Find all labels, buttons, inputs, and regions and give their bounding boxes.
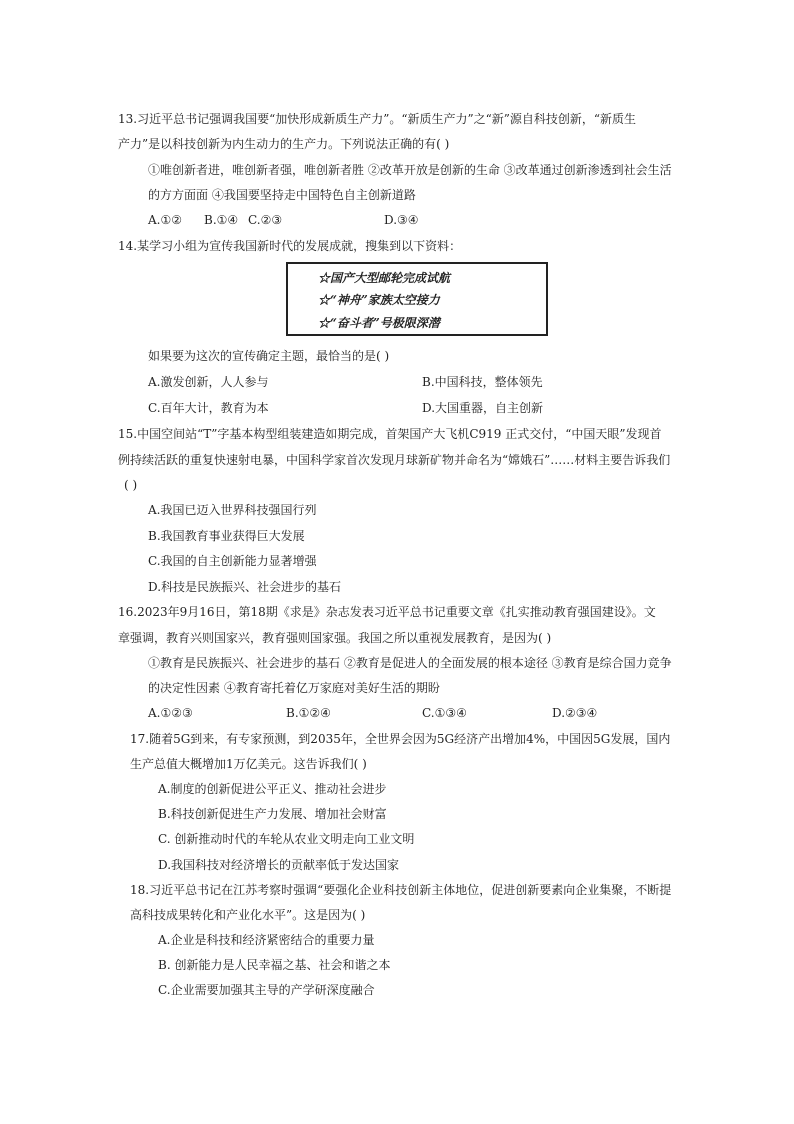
q13-stem-line2: 产力”是以科技创新为内生动力的生产力。下列说法正确的有( ) xyxy=(118,137,450,151)
q13-stem-line1: 13.习近平总书记强调我国要“加快形成新质生产力”。“新质生产力”之“新”源自科技创新，“新质生 xyxy=(118,112,637,126)
q18-stem-line1: 18.习近平总书记在江苏考察时强调“要强化企业科技创新主体地位，促进创新要素向企业集聚，不断提 xyxy=(130,883,672,897)
q15-choice-a[interactable]: A.我国已迈入世界科技强国行列 xyxy=(148,503,317,517)
q16-stem-line2: 章强调，教育兴则国家兴，教育强则国家强。我国之所以重视发展教育，是因为( ) xyxy=(118,631,552,645)
q14-question: 如果要为这次的宣传确定主题，最恰当的是( ) xyxy=(148,349,390,363)
q16-choice-a[interactable]: A.①②③ xyxy=(148,706,193,720)
q17-choice-a[interactable]: A.制度的创新促进公平正义、推动社会进步 xyxy=(158,782,387,796)
q16-options-line1: ①教育是民族振兴、社会进步的基石 ②教育是促进人的全面发展的根本途径 ③教育是综合国力竞争 xyxy=(148,656,672,670)
q18-choice-a[interactable]: A.企业是科技和经济紧密结合的重要力量 xyxy=(158,933,375,947)
q13-options-line1: ①唯创新者进，唯创新者强，唯创新者胜 ②改革开放是创新的生命 ③改革通过创新渗透到社会生活 xyxy=(148,163,672,177)
q14-material-box xyxy=(286,262,548,336)
q15-choice-b[interactable]: B.我国教育事业获得巨大发展 xyxy=(148,529,305,543)
q15-stem-line1: 15.中国空间站“T”字基本构型组装建造如期完成，首架国产大飞机C919 正式交付，“中国天眼”发现首 xyxy=(118,427,662,441)
q16-options-line2: 的决定性因素 ④教育寄托着亿万家庭对美好生活的期盼 xyxy=(148,681,440,695)
q16-choice-b[interactable]: B.①②④ xyxy=(286,706,331,720)
q17-stem-line1: 17.随着5G到来，有专家预测，到2035年，全世界会因为5G经济产出增加4%，中国因5G发展，国内 xyxy=(130,732,671,746)
q14-material-item: ☆“神舟”家族太空接力 xyxy=(318,293,440,307)
q15-stem-line3: ( ) xyxy=(124,478,138,492)
q13-choice-c[interactable]: C.②③ xyxy=(248,213,283,227)
q16-stem-line1: 16.2023年9月16日，第18期《求是》杂志发表习近平总书记重要文章《扎实推动教育强国建设》。文 xyxy=(118,605,656,619)
q17-choice-b[interactable]: B.科技创新促进生产力发展、增加社会财富 xyxy=(158,807,387,821)
q14-material-item: ☆国产大型邮轮完成试航 xyxy=(318,271,451,285)
q15-stem-line2: 例持续活跃的重复快速射电暴，中国科学家首次发现月球新矿物并命名为“嫦娥石”……材料主要告诉我们 xyxy=(118,453,671,467)
q14-choice-a[interactable]: A.激发创新，人人参与 xyxy=(148,375,269,389)
q17-choice-c[interactable]: C. 创新推动时代的车轮从农业文明走向工业文明 xyxy=(158,832,415,846)
q16-choice-d[interactable]: D.②③④ xyxy=(552,706,598,720)
q13-choice-d[interactable]: D.③④ xyxy=(384,213,419,227)
q14-choice-b[interactable]: B.中国科技，整体领先 xyxy=(422,375,543,389)
q14-stem: 14.某学习小组为宣传我国新时代的发展成就，搜集到以下资料： xyxy=(118,239,462,253)
q18-stem-line2: 高科技成果转化和产业化水平”。这是因为( ) xyxy=(130,908,366,922)
q15-choice-d[interactable]: D.科技是民族振兴、社会进步的基石 xyxy=(148,580,342,594)
q14-material-item: ☆“奋斗者”号极限深潜 xyxy=(318,316,440,330)
q13-options-line2: 的方方面面 ④我国要坚持走中国特色自主创新道路 xyxy=(148,188,416,202)
q16-choice-c[interactable]: C.①③④ xyxy=(422,706,467,720)
q13-choice-a[interactable]: A.①② xyxy=(148,213,182,227)
q17-stem-line2: 生产总值大概增加1万亿美元。这告诉我们( ) xyxy=(130,757,367,771)
q13-choice-b[interactable]: B.①④ xyxy=(204,213,239,227)
q14-choice-d[interactable]: D.大国重器，自主创新 xyxy=(422,401,544,415)
q18-choice-c[interactable]: C.企业需要加强其主导的产学研深度融合 xyxy=(158,983,375,997)
q17-choice-d[interactable]: D.我国科技对经济增长的贡献率低于发达国家 xyxy=(158,858,400,872)
q18-choice-b[interactable]: B. 创新能力是人民幸福之基、社会和谐之本 xyxy=(158,958,391,972)
q15-choice-c[interactable]: C.我国的自主创新能力显著增强 xyxy=(148,554,317,568)
q14-choice-c[interactable]: C.百年大计，教育为本 xyxy=(148,401,269,415)
